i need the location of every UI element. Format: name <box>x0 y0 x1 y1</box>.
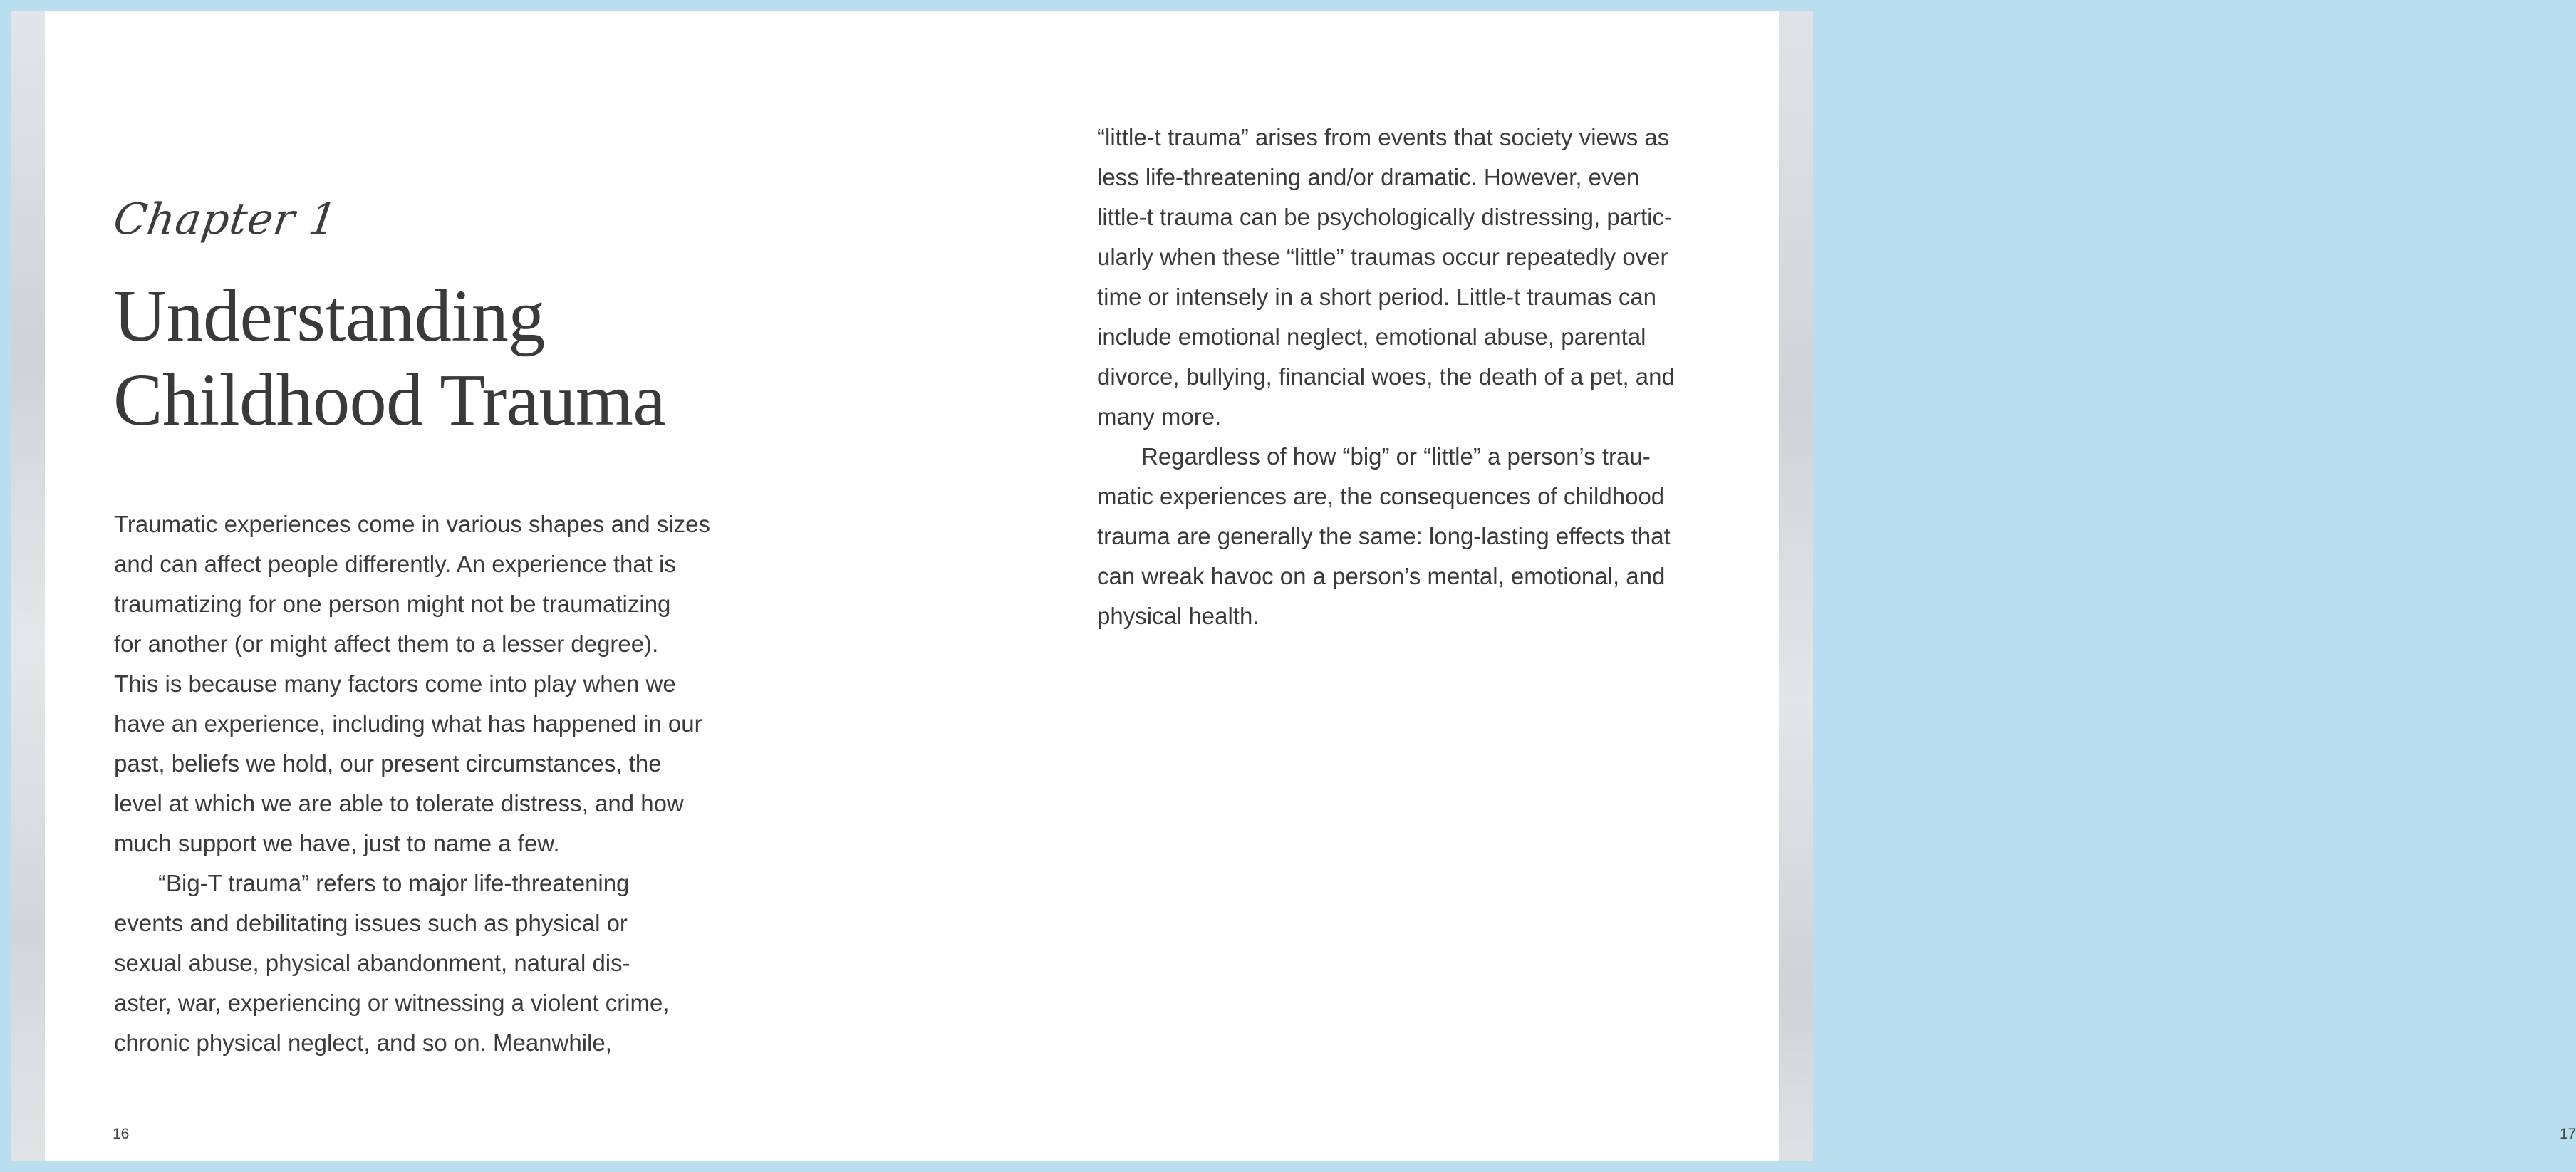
text-line: aster, war, experiencing or witnessing a violent crime, <box>114 990 670 1016</box>
text-line: include emotional neglect, emotional abuse, parental <box>1097 323 1646 350</box>
text-line: many more. <box>1097 403 1222 430</box>
text-line: Regardless of how “big” or “little” a person’s trau- <box>1141 443 1651 470</box>
text-line: sexual abuse, physical abandonment, natural dis- <box>114 950 630 976</box>
text-line: past, beliefs we hold, our present circumstances, the <box>114 750 662 777</box>
text-line: Traumatic experiences come in various shapes and sizes <box>114 511 711 537</box>
text-line: and can affect people differently. An experience that is <box>114 551 676 577</box>
text-line: matic experiences are, the consequences of childhood <box>1097 483 1665 509</box>
text-line: much support we have, just to name a few. <box>114 830 560 856</box>
text-line: little-t trauma can be psychologically distressing, partic- <box>1097 204 1673 230</box>
chapter-title <box>113 274 665 442</box>
text-line: events and debilitating issues such as physical or <box>114 910 628 936</box>
text-line: “Big-T trauma” refers to major life-threatening <box>158 870 630 896</box>
text-line: have an experience, including what has happened in our <box>114 710 702 737</box>
text-line: divorce, bullying, financial woes, the death of a pet, and <box>1097 363 1675 390</box>
text-line: for another (or might affect them to a lesser degree). <box>114 631 659 657</box>
book-spread <box>45 11 2576 1161</box>
text-line: “little-t trauma” arises from events that society views as <box>1097 124 1670 150</box>
text-line: ularly when these “little” traumas occur repeatedly over <box>1097 244 1668 270</box>
text-line: traumatizing for one person might not be traumatizing <box>114 591 671 617</box>
text-line: less life-threatening and/or dramatic. However, even <box>1097 164 1640 190</box>
chapter-label: Chapter 1 <box>110 195 341 244</box>
page-number: 17 <box>2560 1126 2576 1142</box>
page-number: 16 <box>113 1126 130 1142</box>
text-line: physical health. <box>1097 603 1260 629</box>
text-line: level at which we are able to tolerate distress, and how <box>114 790 684 816</box>
text-line: This is because many factors come into play when we <box>114 670 676 697</box>
text-line: time or intensely in a short period. Little-t traumas can <box>1097 284 1657 310</box>
chapter-title-line: Childhood Trauma <box>113 359 665 441</box>
chapter-title-line: Understanding <box>113 275 545 357</box>
text-line: chronic physical neglect, and so on. Meanwhile, <box>114 1030 612 1056</box>
right-body-text <box>1097 118 1675 636</box>
left-page <box>45 11 912 1161</box>
left-body-text <box>114 504 710 1063</box>
text-line: trauma are generally the same: long-lasting effects that <box>1097 523 1671 549</box>
text-line: can wreak havoc on a person’s mental, emotional, and <box>1097 563 1666 589</box>
